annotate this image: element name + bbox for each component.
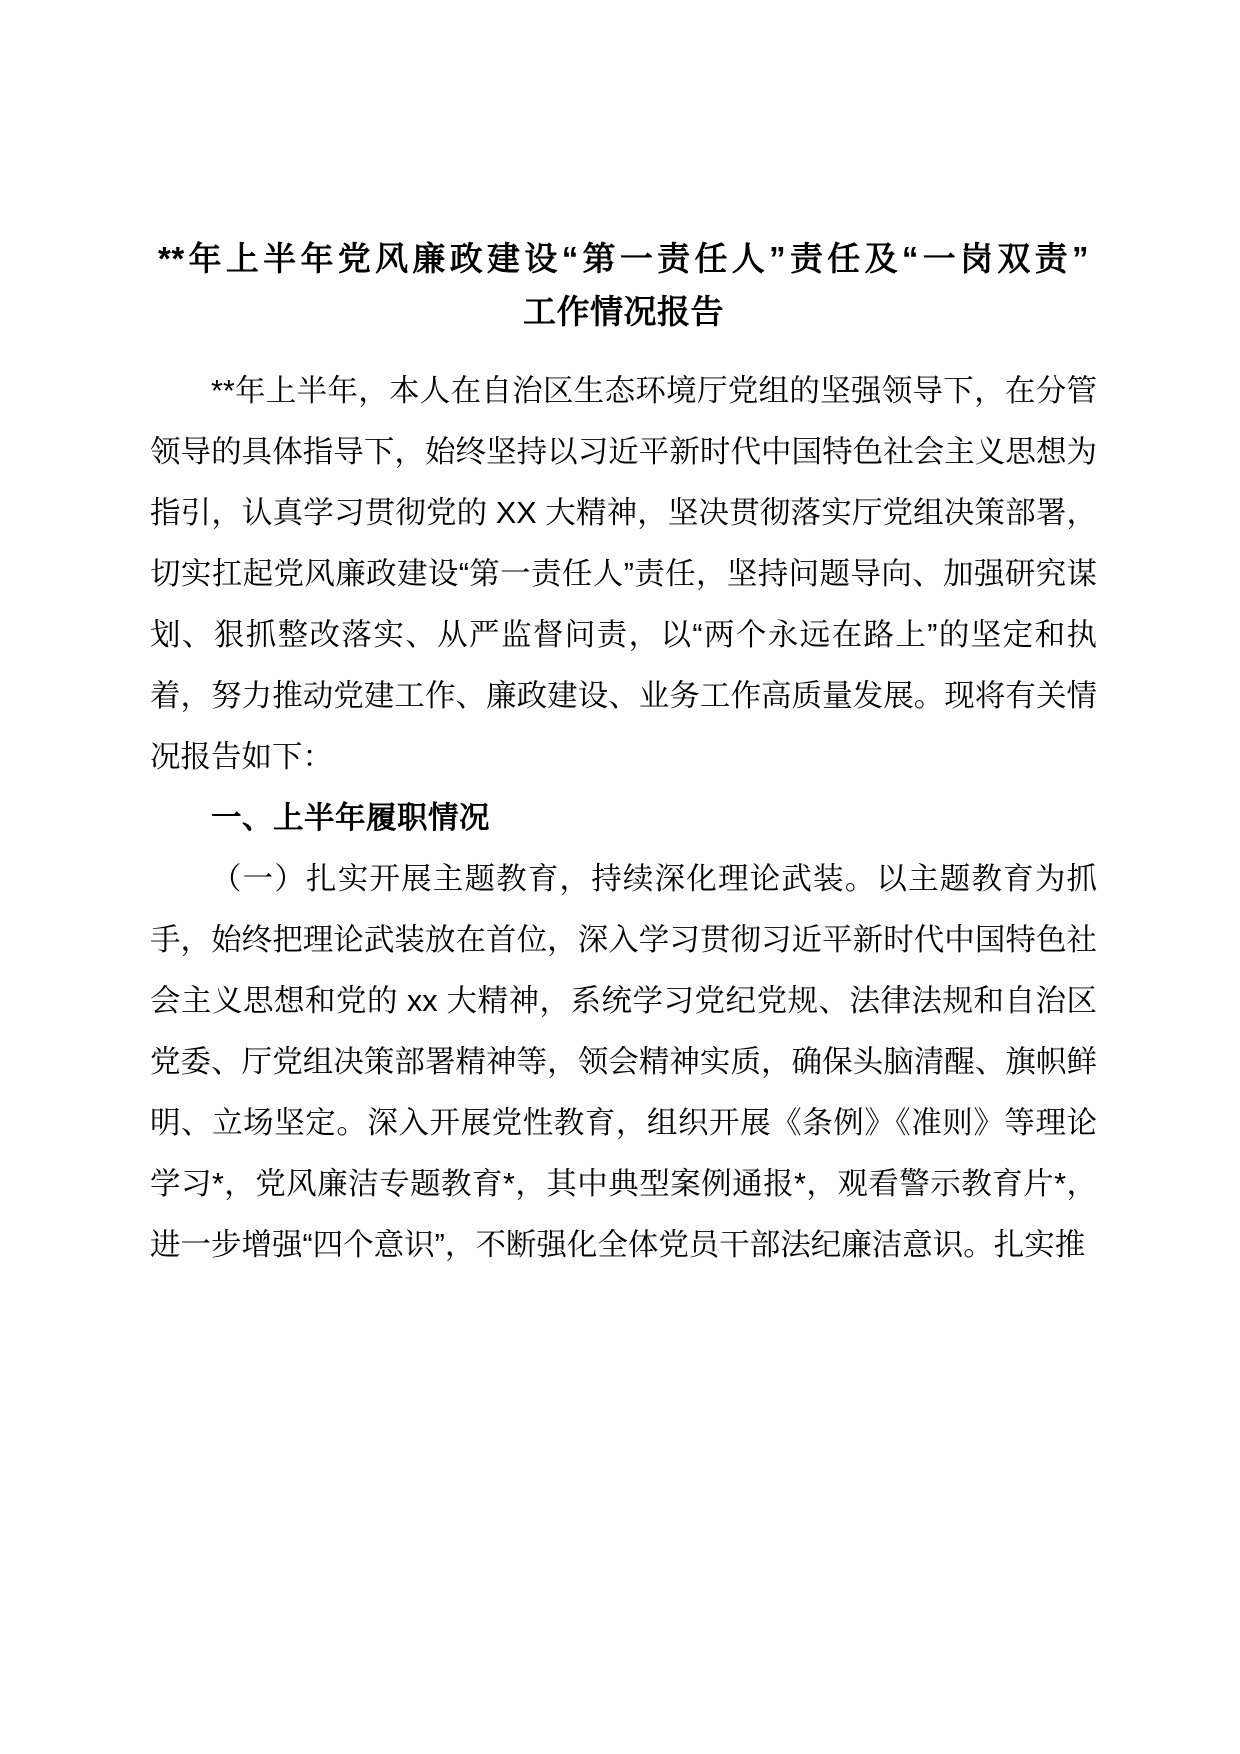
section-heading-one: 一、上半年履职情况 — [211, 800, 490, 835]
title-line-1: **年上半年党风廉政建设“第一责任人”责任及“一岗双责” — [158, 240, 1089, 277]
opening-paragraph: **年上半年，本人在自治区生态环境厅党组的坚强领导下，在分管领导的具体指导下，始终坚持以习近平新时代中国特色社会主义思想为指引，认真学习贯彻党的 XX 大精神，坚决贯彻落实厅党组决策部署，切实扛起党风廉政建设“第一责任人”责任，坚持问题导向、加强研究谋划、狠抓整改落实、从严监督问责，以“两个永远在路上”的坚定和执着，努力推动党建工作、廉政建设、业务工作高质量发展。现将有关情况报告如下： — [150, 373, 1097, 774]
page-title — [150, 232, 1097, 339]
subsection-one-paragraph: （一）扎实开展主题教育，持续深化理论武装。以主题教育为抓手，始终把理论武装放在首位，深入学习贯彻习近平新时代中国特色社会主义思想和党的 xx 大精神，系统学习党纪党规、法律法规和自治区党委、厅党组决策部署精神等，领会精神实质，确保头脑清醒、旗帜鲜明、立场坚定。深入开展党性教育，组织开展《条例》《准则》等理论学习*，党风廉洁专题教育*，其中典型案例通报*，观看警示教育片*，进一步增强“四个意识”，不断强化全体党员干部法纪廉洁意识。扎实推 — [150, 861, 1097, 1262]
title-line-2: 工作情况报告 — [523, 293, 724, 331]
